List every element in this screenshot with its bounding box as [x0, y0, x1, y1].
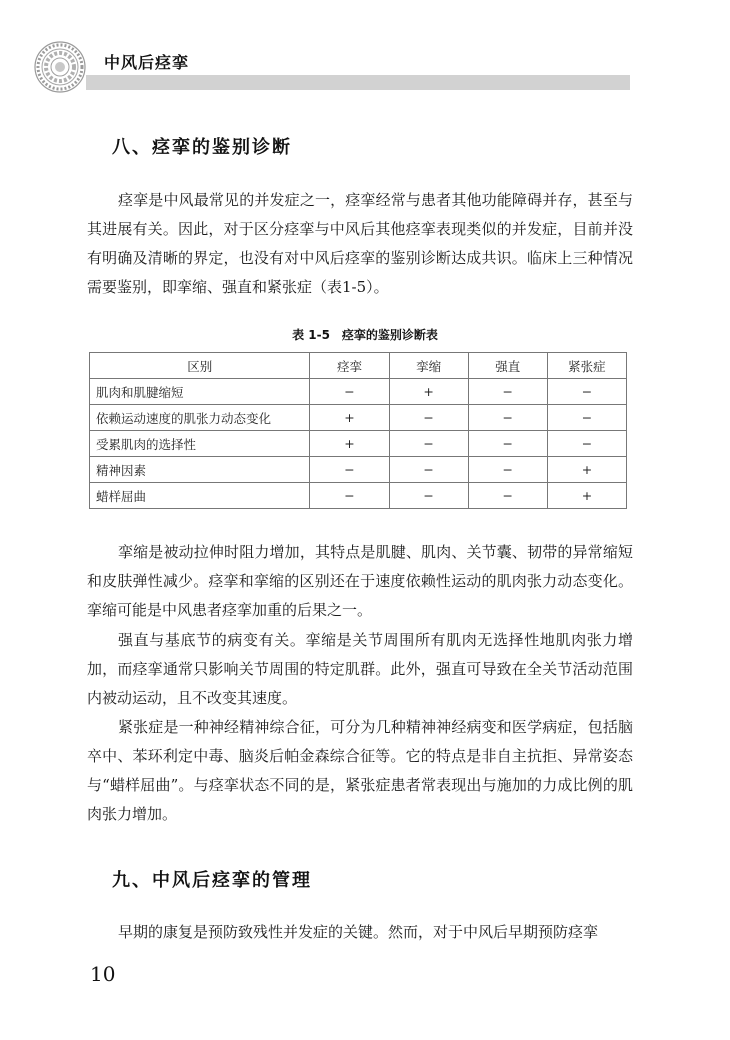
table-cell: −: [547, 379, 626, 405]
row-label: 依赖运动速度的肌张力动态变化: [90, 405, 310, 431]
management-paragraph: 早期的康复是预防致残性并发症的关键。然而，对于中风后早期预防痉挛: [118, 923, 599, 941]
header-cell-contracture: 挛缩: [389, 353, 468, 379]
table-cell: −: [547, 405, 626, 431]
rigidity-paragraph: 强直与基底节的病变有关。挛缩是关节周围所有肌肉无选择性地肌肉张力增加，而痉挛通常只影响关节周围的特定肌群。此外，强直可导致在全关节活动范围内被动运动，且不改变其速度。: [87, 631, 633, 707]
table-cell: −: [310, 379, 389, 405]
circular-ornament-logo: [34, 41, 86, 93]
intro-paragraph: 痉挛是中风最常见的并发症之一，痉挛经常与患者其他功能障碍并存，甚至与其进展有关。因此，对于区分痉挛与中风后其他痉挛表现类似的并发症，目前并没有明确及清晰的界定，也没有对中风后痉挛的鉴别诊断达成共识。临床上三种情况需要鉴别，即挛缩、强直和紧张症（表1-5）。: [87, 191, 633, 296]
contracture-paragraph: 挛缩是被动拉伸时阻力增加，其特点是肌腱、肌肉、关节囊、韧带的异常缩短和皮肤弹性减少。痉挛和挛缩的区别还在于速度依赖性运动的肌肉张力动态变化。挛缩可能是中风患者痉挛加重的后果之一。: [87, 543, 633, 619]
table-cell: +: [310, 431, 389, 457]
running-header-title: 中风后痉挛: [104, 53, 190, 72]
row-label: 精神因素: [90, 457, 310, 483]
table-row: [90, 457, 627, 483]
table-cell: −: [468, 457, 547, 483]
catatonia-paragraph: 紧张症是一种神经精神综合征，可分为几种精神神经病变和医学病症，包括脑卒中、苯环利定中毒、脑炎后帕金森综合征等。它的特点是非自主抗拒、异常姿态与“蜡样屈曲”。与痉挛状态不同的是，紧张症患者常表现出与施加的力成比例的肌肉张力增加。: [87, 718, 633, 823]
table-cell: +: [389, 379, 468, 405]
row-label: 蜡样屈曲: [90, 483, 310, 509]
section-heading-management: 九、中风后痉挛的管理: [112, 870, 312, 891]
header-cell-difference: 区别: [90, 353, 310, 379]
table-cell: −: [468, 483, 547, 509]
row-label: 受累肌肉的选择性: [90, 431, 310, 457]
row-label: 肌肉和肌腱缩短: [90, 379, 310, 405]
table-cell: −: [468, 431, 547, 457]
table-row: [90, 405, 627, 431]
table-cell: −: [547, 431, 626, 457]
differential-diagnosis-table: [89, 352, 627, 509]
table-cell: +: [547, 483, 626, 509]
table-cell: −: [389, 483, 468, 509]
table-cell: −: [468, 379, 547, 405]
table-header-row: [90, 353, 627, 379]
header-cell-spasticity: 痉挛: [310, 353, 389, 379]
table-row: [90, 431, 627, 457]
table-cell: −: [389, 405, 468, 431]
page-number: 10: [90, 962, 116, 986]
header-cell-catatonia: 紧张症: [547, 353, 626, 379]
header-cell-rigidity: 强直: [468, 353, 547, 379]
table-cell: −: [389, 431, 468, 457]
table-cell: −: [310, 483, 389, 509]
table-row: [90, 483, 627, 509]
section-heading-differential-diagnosis: 八、痉挛的鉴别诊断: [112, 137, 292, 158]
table-cell: −: [389, 457, 468, 483]
table-caption: 表 1-5 痉挛的鉴别诊断表: [292, 328, 438, 342]
table-cell: +: [310, 405, 389, 431]
header-rule-bar: [86, 75, 630, 90]
table-cell: −: [468, 405, 547, 431]
table-cell: −: [310, 457, 389, 483]
table-cell: +: [547, 457, 626, 483]
table-row: [90, 379, 627, 405]
